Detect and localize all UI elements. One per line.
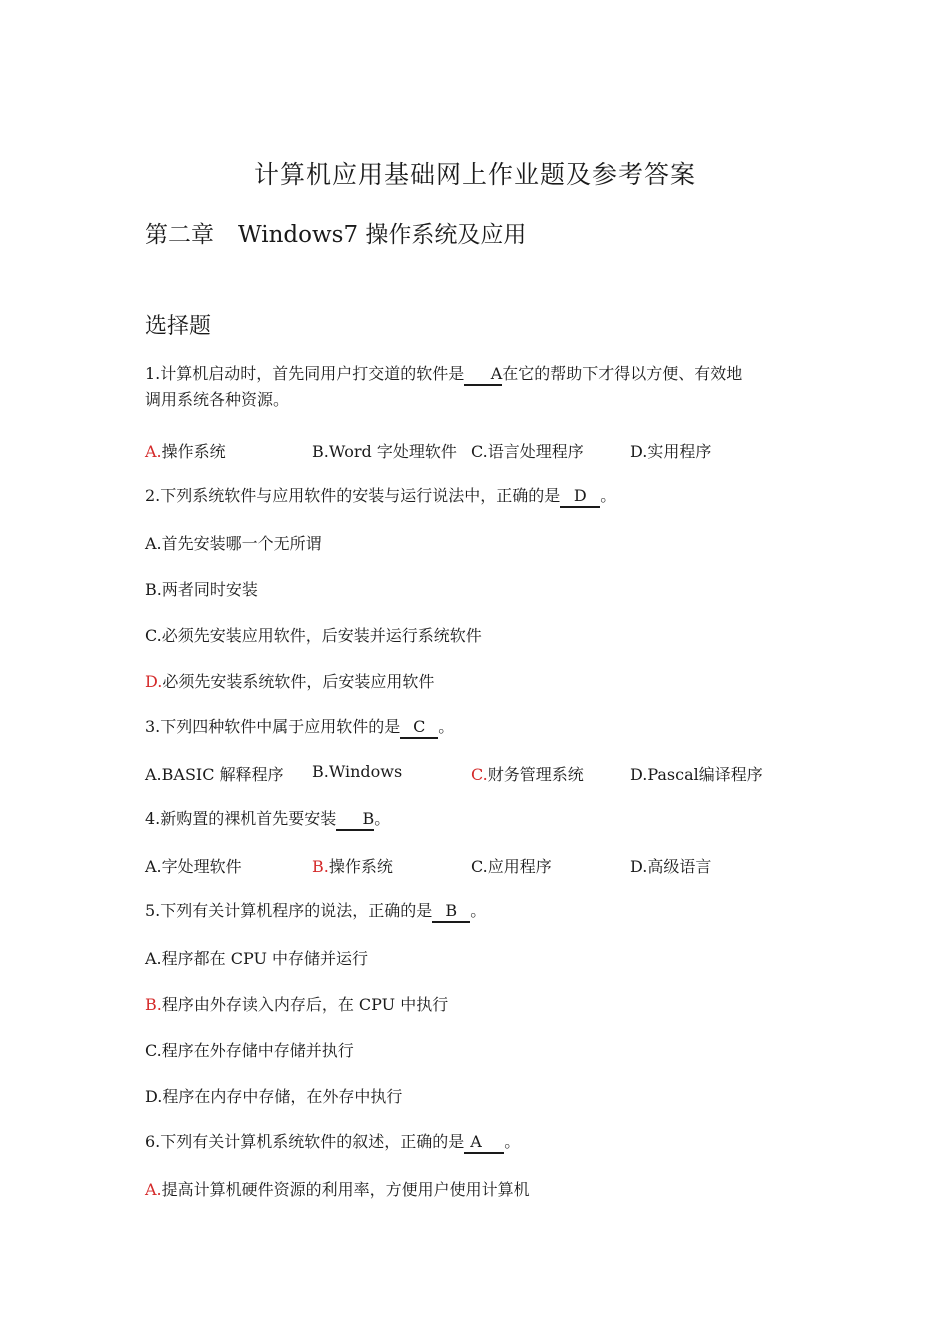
option-a <box>145 854 242 877</box>
option-a <box>145 531 322 554</box>
option-letter: D. <box>630 857 648 876</box>
question-5 <box>145 898 486 924</box>
option-b <box>312 762 402 781</box>
option-letter: C. <box>471 765 488 784</box>
option-c <box>145 1038 354 1061</box>
question-text: 4.新购置的裸机首先要安装 <box>145 809 337 828</box>
option-b <box>145 992 448 1015</box>
question-text: 3.下列四种软件中属于应用软件的是 <box>145 717 401 736</box>
question-text: 1.计算机启动时，首先同用户打交道的软件是 <box>145 364 465 383</box>
option-d <box>630 439 711 462</box>
option-letter: D. <box>145 672 163 691</box>
option-a <box>145 946 368 969</box>
option-letter: D. <box>145 1087 163 1106</box>
option-letter: B. <box>312 442 329 461</box>
document-title: 计算机应用基础网上作业题及参考答案 <box>253 160 696 189</box>
option-text: BASIC 解释程序 <box>161 765 284 784</box>
option-b <box>312 439 457 462</box>
option-d <box>145 669 434 692</box>
option-letter: D. <box>630 765 648 784</box>
option-c <box>471 439 584 462</box>
question-text-tail: 。 <box>470 901 487 920</box>
question-text-tail: 。 <box>374 809 391 828</box>
option-text: 必须先安装系统软件，后安装应用软件 <box>162 672 435 691</box>
option-a <box>145 1177 530 1200</box>
option-letter: D. <box>630 442 648 461</box>
question-text: 5.下列有关计算机程序的说法，正确的是 <box>145 901 433 920</box>
option-letter: A. <box>145 442 162 461</box>
answer-blank: A <box>464 1132 504 1154</box>
question-4 <box>145 806 390 832</box>
chapter-name: Windows7 操作系统及应用 <box>238 222 527 248</box>
option-text: 程序由外存读入内存后，在 CPU 中执行 <box>161 995 449 1014</box>
option-text: 程序在外存储中存储并执行 <box>161 1041 354 1060</box>
option-text: 程序都在 CPU 中存储并运行 <box>161 949 369 968</box>
option-c <box>471 762 584 785</box>
chapter-number: 第二章 <box>145 222 214 248</box>
option-letter: A. <box>145 949 162 968</box>
question-1-continuation: 调用系统各种资源。 <box>145 390 290 409</box>
option-text: 操作系统 <box>328 857 393 876</box>
option-letter: B. <box>145 580 162 599</box>
option-text: 语言处理程序 <box>487 442 584 461</box>
option-text: Word 字处理软件 <box>328 442 457 461</box>
option-text: 应用程序 <box>487 857 552 876</box>
option-letter: A. <box>145 1180 162 1199</box>
answer-blank: D <box>560 486 600 508</box>
option-text: Windows <box>328 762 403 781</box>
question-text-tail: 。 <box>504 1132 521 1151</box>
answer-blank: A <box>464 364 502 386</box>
option-d <box>630 762 763 785</box>
option-a <box>145 762 284 785</box>
option-text: 操作系统 <box>161 442 226 461</box>
option-letter: A. <box>145 857 162 876</box>
option-b <box>145 577 258 600</box>
option-letter: C. <box>471 442 488 461</box>
question-text-tail: 。 <box>438 717 455 736</box>
option-text: 程序在内存中存储，在外存中执行 <box>162 1087 403 1106</box>
option-c <box>471 854 552 877</box>
question-2 <box>145 483 616 509</box>
question-6 <box>145 1129 520 1155</box>
option-text: 首先安装哪一个无所谓 <box>161 534 322 553</box>
option-c <box>145 623 482 646</box>
option-letter: B. <box>312 762 329 781</box>
option-text: 两者同时安装 <box>161 580 258 599</box>
option-d <box>630 854 711 877</box>
option-letter: C. <box>145 1041 162 1060</box>
option-text: 必须先安装应用软件，后安装并运行系统软件 <box>161 626 482 645</box>
option-text: 财务管理系统 <box>487 765 584 784</box>
chapter-heading <box>145 216 526 249</box>
option-b <box>312 854 393 877</box>
option-letter: C. <box>145 626 162 645</box>
option-text: 实用程序 <box>647 442 712 461</box>
option-letter: B. <box>145 995 162 1014</box>
answer-blank: B <box>432 901 470 923</box>
answer-blank: C <box>400 717 438 739</box>
question-3 <box>145 714 454 740</box>
option-letter: B. <box>312 857 329 876</box>
question-text-tail: 。 <box>600 486 617 505</box>
question-text: 2.下列系统软件与应用软件的安装与运行说法中，正确的是 <box>145 486 561 505</box>
option-text: 高级语言 <box>647 857 712 876</box>
option-text: 字处理软件 <box>161 857 242 876</box>
option-a <box>145 439 226 462</box>
option-letter: A. <box>145 534 162 553</box>
option-letter: A. <box>145 765 162 784</box>
option-text: Pascal编译程序 <box>647 765 763 784</box>
question-text: 6.下列有关计算机系统软件的叙述，正确的是 <box>145 1132 465 1151</box>
answer-blank: B <box>336 809 374 831</box>
question-text-tail: 在它的帮助下才得以方便、有效地 <box>502 364 743 383</box>
option-text: 提高计算机硬件资源的利用率，方便用户使用计算机 <box>161 1180 530 1199</box>
section-heading: 选择题 <box>145 314 212 339</box>
option-letter: C. <box>471 857 488 876</box>
option-d <box>145 1084 402 1107</box>
question-1 <box>145 361 742 387</box>
